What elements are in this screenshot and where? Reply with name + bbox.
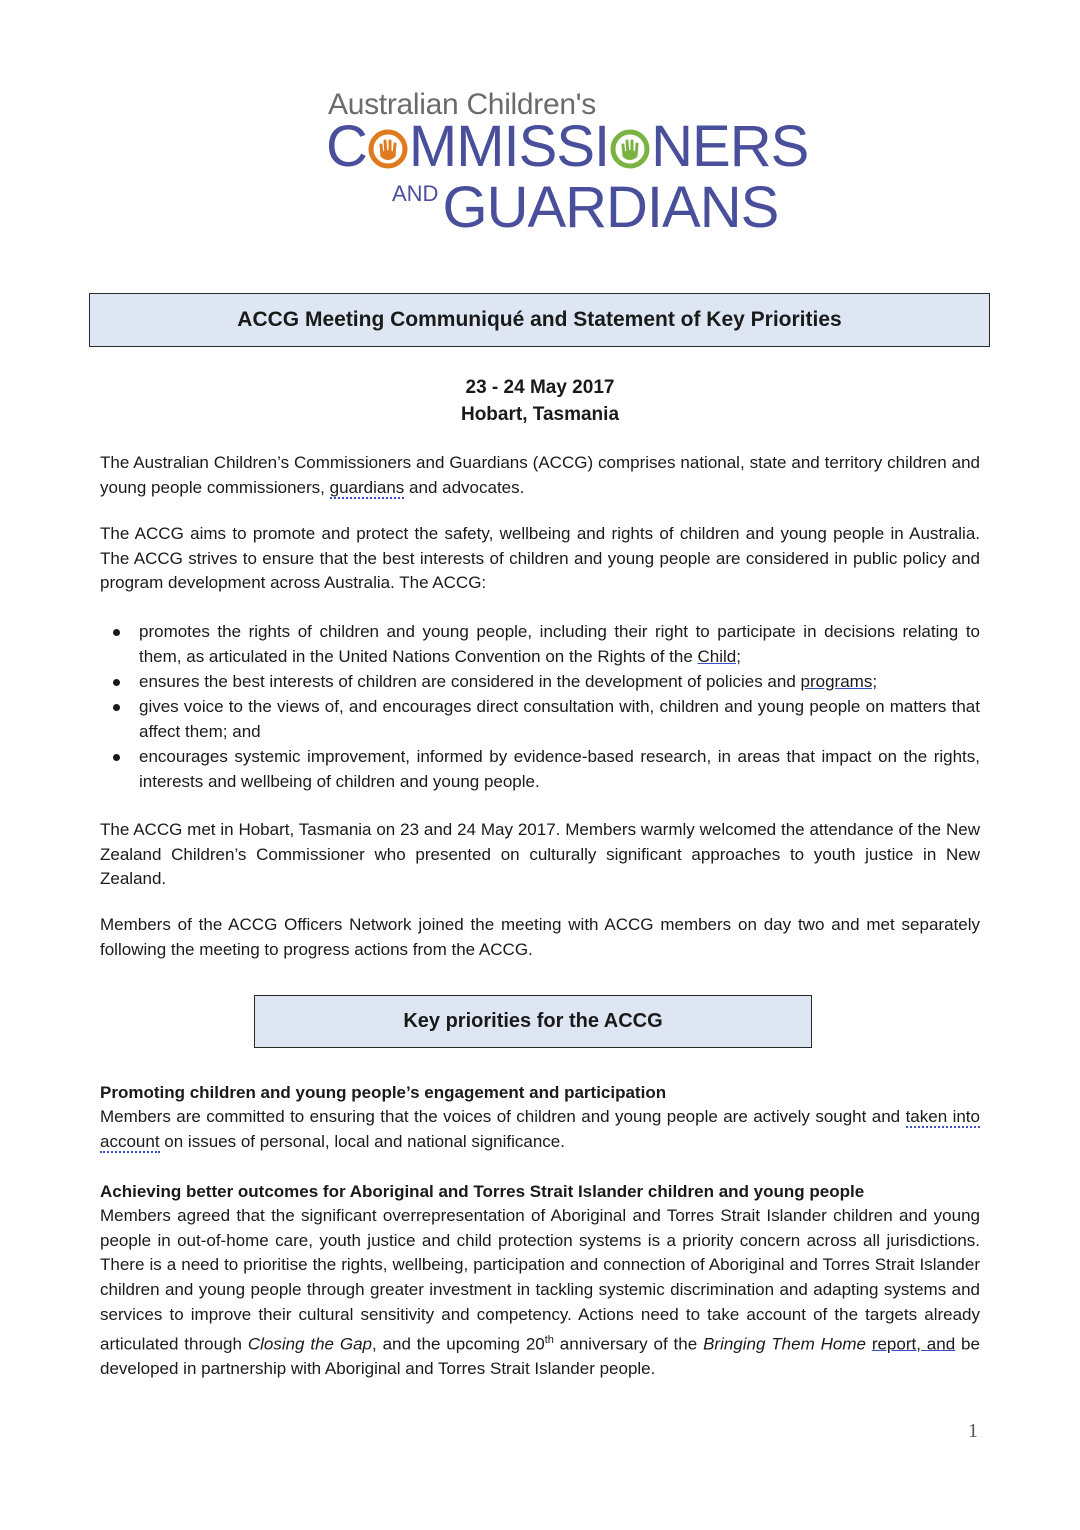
intro-paragraph-1: The Australian Children’s Commissioners and Guardians (ACCG) comprises national, state and territory children and young people commissioners, guardians and advocates.	[100, 453, 980, 497]
orange-hand-icon	[368, 129, 408, 169]
section-heading-outcomes: Achieving better outcomes for Aboriginal and Torres Strait Islander children and young people	[100, 1182, 865, 1201]
section-text-engagement: Members are committed to ensuring that the voices of children and young people are actively sought and taken into account on issues of personal, local and national significance.	[100, 1107, 980, 1151]
logo	[326, 86, 809, 240]
meeting-date-location	[0, 374, 1080, 428]
document-title: ACCG Meeting Communiqué and Statement of Key Priorities	[89, 293, 990, 347]
meeting-date: 23 - 24 May 2017	[465, 377, 615, 398]
list-item: encourages systemic improvement, informed by evidence-based research, in areas that impact on the rights, interests and wellbeing of children and young people.	[100, 744, 980, 794]
meeting-location: Hobart, Tasmania	[460, 404, 620, 425]
accg-roles-list	[100, 619, 980, 794]
officers-network-paragraph: Members of the ACCG Officers Network joined the meeting with ACCG members on day two and met separately following the meeting to progress actions from the ACCG.	[100, 915, 980, 959]
meeting-paragraph: The ACCG met in Hobart, Tasmania on 23 and 24 May 2017. Members warmly welcomed the attendance of the New Zealand Children’s Commissioner who presented on culturally significant approaches to youth justice in New Zealand.	[100, 820, 980, 889]
logo-guardians: ANDGUARDIANS	[392, 175, 779, 240]
intro-paragraph-2: The ACCG aims to promote and protect the safety, wellbeing and rights of children and young people in Australia. The ACCG strives to ensure that the best interests of children and young people are considered in public policy and program development across Australia. The ACCG:	[100, 524, 980, 593]
list-item: ensures the best interests of children are considered in the development of policies and programs;	[100, 669, 980, 694]
section-text-outcomes: Members agreed that the significant overrepresentation of Aboriginal and Torres Strait Islander children and young people in out-of-home care, youth justice and child protection systems is a priority concern across all jurisdictions. There is a need to prioritise the rights, wellbeing, participation and connection of Aboriginal and Torres Strait Islander children and young people through greater investment in tackling systemic discrimination and adapting systems and services to improve their cultural sensitivity and competency. Actions need to take account of the targets already articulated through Closing the Gap, and the upcoming 20th anniversary of the Bringing Them Home report, and be developed in partnership with Aboriginal and Torres Strait Islander people.	[100, 1206, 980, 1378]
logo-line1: Australian Children's	[328, 88, 596, 121]
key-priorities-title: Key priorities for the ACCG	[254, 995, 812, 1048]
logo-commissioners: C MMISSI NERS	[326, 114, 809, 179]
page-number: 1	[968, 1420, 978, 1442]
green-hand-icon	[610, 129, 650, 169]
section-heading-engagement: Promoting children and young people’s engagement and participation	[100, 1083, 667, 1102]
list-item: promotes the rights of children and young people, including their right to participate in decisions relating to them, as articulated in the United Nations Convention on the Rights of the Child;	[100, 619, 980, 669]
list-item: gives voice to the views of, and encourages direct consultation with, children and young people on matters that affect them; and	[100, 694, 980, 744]
